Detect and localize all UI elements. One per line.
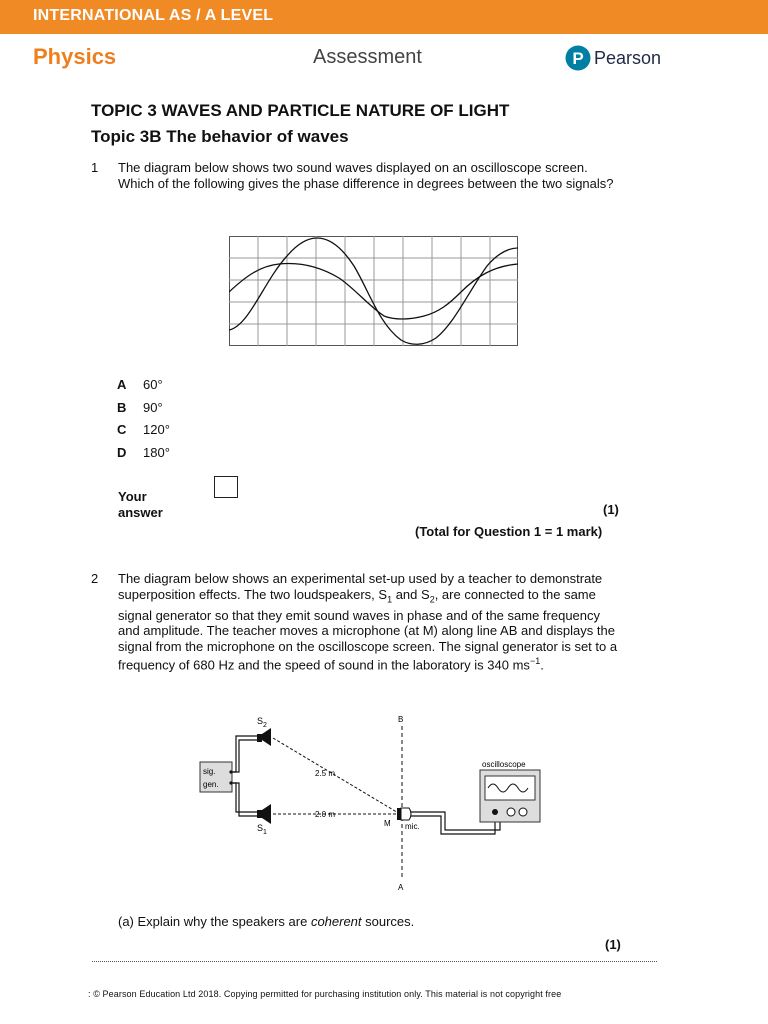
s1-label: $S_1$	[257, 823, 267, 836]
top-banner	[0, 0, 768, 34]
answer-line[interactable]	[92, 961, 657, 962]
logo-letter: P	[572, 49, 584, 68]
q1-option-b[interactable]	[117, 400, 163, 415]
speaker-s1-icon	[257, 804, 271, 824]
q1-option-a[interactable]	[117, 377, 163, 392]
q2-part-a-emphasis: coherent	[310, 914, 362, 929]
q1-option-letter: D	[117, 445, 127, 460]
q2-sub: 2	[429, 594, 435, 605]
q1-option-d[interactable]	[117, 445, 170, 460]
distance-label-2-5m: 2.5 m	[315, 769, 336, 778]
s2-label: $S_2$	[257, 716, 267, 729]
q2-part-a-marks: (1)	[605, 937, 621, 952]
q2-part-a-text: (a) Explain why the speakers are	[118, 914, 311, 929]
pearson-logo-icon	[565, 45, 591, 71]
q1-option-value: 60°	[143, 377, 163, 392]
microphone-icon	[397, 808, 411, 820]
q2-text-part: and S	[392, 586, 430, 602]
distance-label-2-0m: 2.0 m	[315, 810, 336, 819]
q2-sup: −1	[529, 656, 541, 667]
oscilloscope-waves-diagram	[229, 236, 519, 347]
topic-subtitle: Topic 3B The behavior of waves	[91, 127, 349, 146]
oscilloscope-icon	[480, 770, 540, 822]
your-answer-label	[118, 489, 163, 521]
speaker-s2-icon	[257, 728, 271, 746]
oscilloscope-grid	[229, 236, 518, 346]
oscilloscope-label: oscilloscope	[482, 760, 526, 769]
banner-text: INTERNATIONAL AS / A LEVEL	[33, 7, 274, 24]
siggen-label-1: sig.	[203, 767, 216, 776]
q2-part-a-text: sources.	[361, 914, 415, 929]
q2-sub: 1	[387, 594, 393, 605]
q2-text-part: The diagram below shows an experimental set-up used by a teacher to demonstrate superposition effects. The two loudspeakers, S	[118, 571, 603, 602]
q1-option-value: 90°	[143, 400, 163, 415]
q2-text-part: , are connected to the same signal generator so that they emit sound waves in phase and of the same frequency and amplitude. The teacher moves a microphone (at M) along line AB and displays the signal from the microphone on the oscilloscope screen. The signal generator is set to a frequency of 680 Hz and the speed of sound in the laboratory is 340 ms	[118, 586, 618, 673]
q1-option-letter: B	[117, 400, 127, 415]
brand-name: Pearson	[594, 48, 662, 68]
q1-option-letter: C	[117, 422, 127, 437]
your-answer-line1: Your	[118, 489, 147, 504]
label-b: B	[398, 715, 404, 724]
q2-part-a	[118, 914, 623, 930]
q1-option-value: 120°	[143, 422, 170, 437]
siggen-label-2: gen.	[203, 780, 219, 789]
q2-number: 2	[91, 571, 99, 586]
q2-text	[118, 571, 623, 673]
q1-option-value: 180°	[143, 445, 170, 460]
section-title: Assessment	[313, 46, 422, 68]
mic-label: mic.	[405, 822, 420, 831]
your-answer-line2: answer	[118, 505, 163, 520]
q1-total: (Total for Question 1 = 1 mark)	[415, 524, 603, 539]
copyright-footer: : © Pearson Education Ltd 2018. Copying permitted for purchasing institution only. This material is not copyright free	[88, 989, 562, 999]
label-a: A	[398, 883, 404, 892]
q2-text-part: .	[540, 657, 544, 673]
superposition-setup-diagram	[195, 712, 555, 894]
q1-text: The diagram below shows two sound waves displayed on an oscilloscope screen. Which of the following gives the phase difference in degrees between the two signals?	[118, 160, 614, 191]
q1-option-c[interactable]	[117, 422, 170, 437]
answer-box[interactable]	[214, 476, 238, 498]
q1-option-letter: A	[117, 377, 127, 392]
label-m: M	[384, 819, 391, 828]
q1-marks: (1)	[603, 502, 619, 517]
subject-title: Physics	[33, 44, 117, 69]
topic-title: TOPIC 3 WAVES AND PARTICLE NATURE OF LIGHT	[91, 101, 510, 120]
q1-number: 1	[91, 160, 99, 175]
